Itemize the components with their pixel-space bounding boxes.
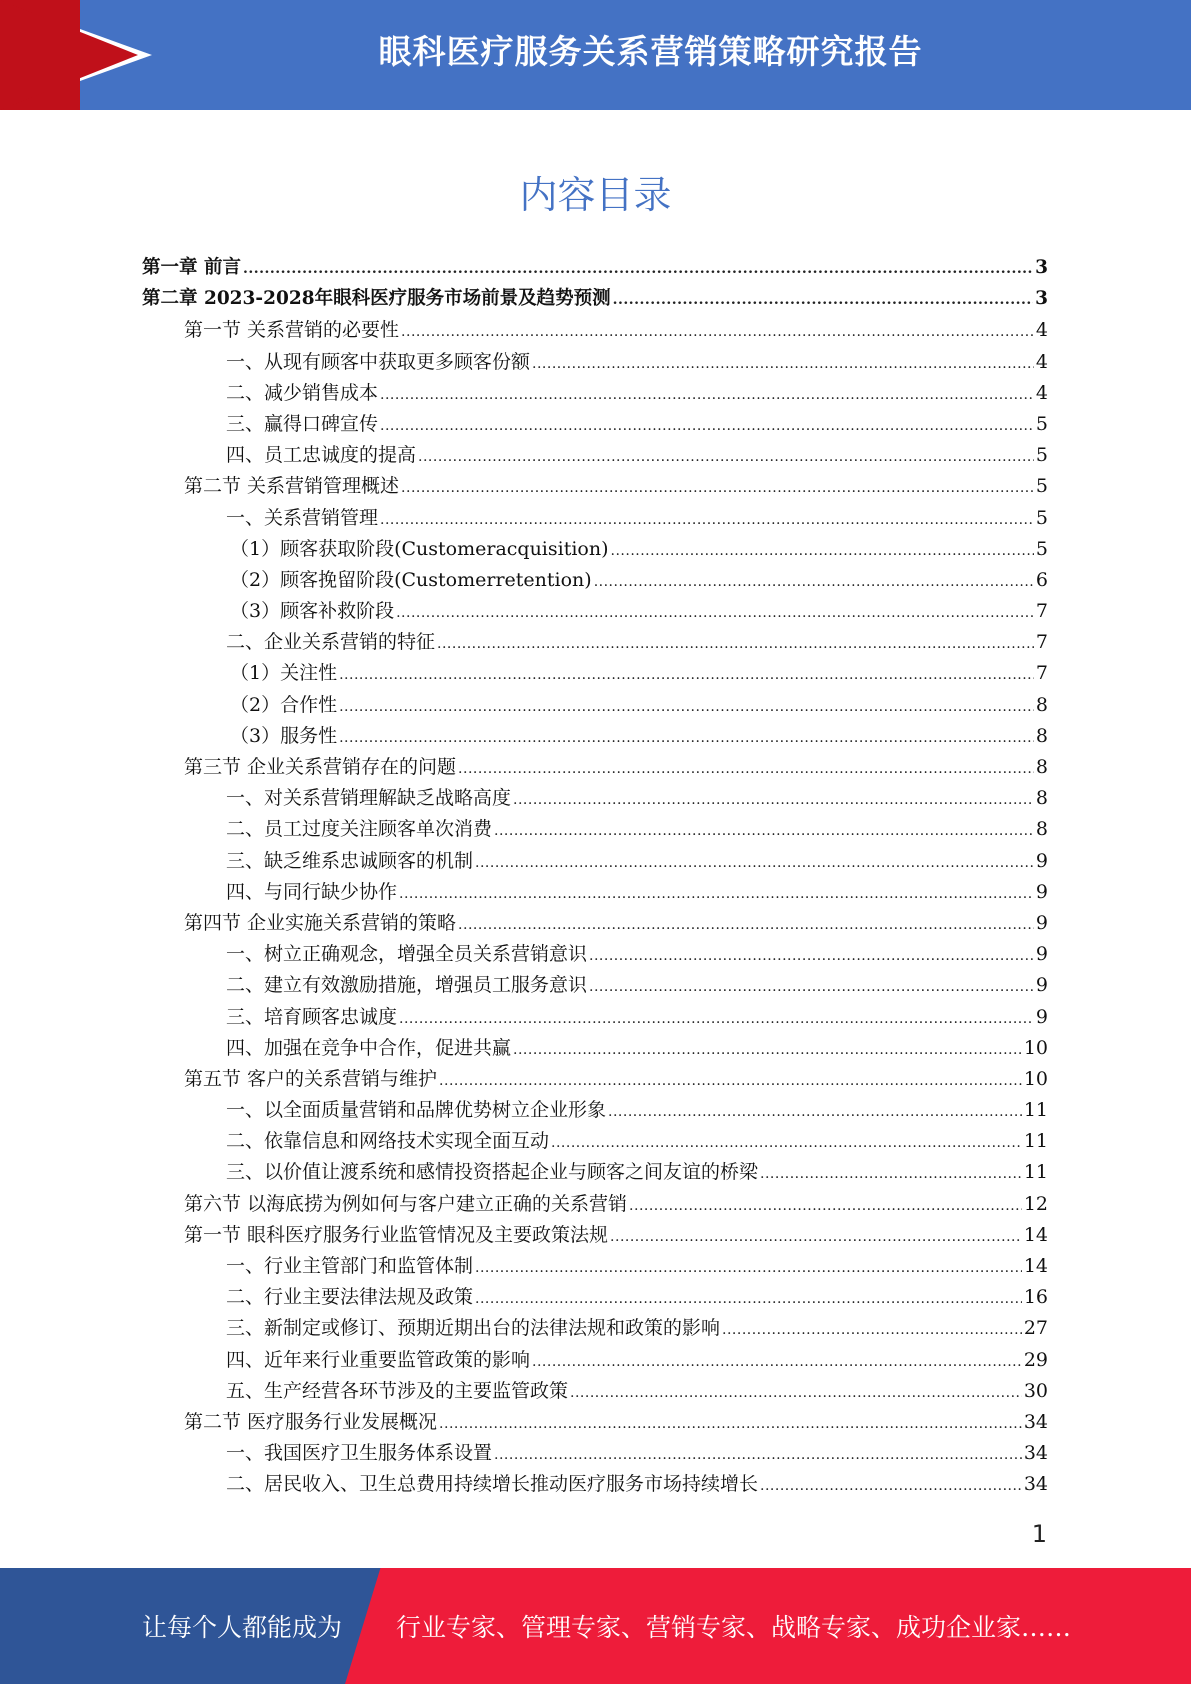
toc-entry-title: 三、缺乏维系忠诚顾客的机制 xyxy=(226,849,474,872)
toc-entry[interactable] xyxy=(142,253,1048,284)
toc-entry-title: 五、生产经营各环节涉及的主要监管政策 xyxy=(226,1379,569,1402)
toc-entry-page: 34 xyxy=(1023,1473,1048,1496)
toc-entry[interactable] xyxy=(142,1189,1048,1220)
toc-entry[interactable] xyxy=(142,596,1048,627)
toc-entry-title: 第一节 眼科医疗服务行业监管情况及主要政策法规 xyxy=(184,1223,609,1246)
toc-dot-leader xyxy=(494,823,1034,839)
toc-entry-title: 一、我国医疗卫生服务体系设置 xyxy=(226,1442,493,1465)
toc-entry[interactable] xyxy=(142,1345,1048,1376)
toc-dot-leader xyxy=(458,917,1034,933)
toc-entry-title: 一、树立正确观念，增强全员关系营销意识 xyxy=(226,943,588,966)
toc-dot-leader xyxy=(399,886,1034,902)
toc-entry-page: 12 xyxy=(1023,1192,1048,1215)
toc-entry-page: 3 xyxy=(1035,288,1048,310)
toc-entry-title: 第六节 以海底捞为例如何与客户建立正确的关系营销 xyxy=(184,1192,628,1215)
report-header xyxy=(0,0,1191,110)
toc-entry-title: （2）顾客挽留阶段(Customerretention) xyxy=(230,568,592,591)
toc-entry[interactable] xyxy=(142,658,1048,689)
toc-entry[interactable] xyxy=(142,1282,1048,1313)
toc-entry[interactable] xyxy=(142,1064,1048,1095)
toc-entry-page: 29 xyxy=(1023,1348,1048,1371)
toc-entry-page: 9 xyxy=(1035,974,1048,997)
toc-dot-leader xyxy=(532,1354,1022,1370)
toc-heading: 内容目录 xyxy=(519,173,672,217)
toc-dot-leader xyxy=(339,730,1034,746)
toc-entry-page: 7 xyxy=(1035,631,1048,654)
toc-entry-title: 三、以价值让渡系统和感情投资搭起企业与顾客之间友谊的桥梁 xyxy=(226,1161,759,1184)
toc-entry-title: 二、减少销售成本 xyxy=(226,381,379,404)
toc-dot-leader xyxy=(629,1198,1022,1214)
toc-entry-title: 第五节 客户的关系营销与维护 xyxy=(184,1067,438,1090)
toc-entry-page: 5 xyxy=(1035,444,1048,467)
toc-entry-page: 7 xyxy=(1035,662,1048,685)
toc-dot-leader xyxy=(589,979,1034,995)
toc-entry[interactable] xyxy=(142,1376,1048,1407)
toc-entry-title: 四、加强在竞争中合作，促进共赢 xyxy=(226,1036,512,1059)
toc-entry[interactable] xyxy=(142,783,1048,814)
toc-entry[interactable] xyxy=(142,440,1048,471)
toc-dot-leader xyxy=(722,1322,1022,1338)
toc-entry-page: 9 xyxy=(1035,880,1048,903)
toc-entry-page: 34 xyxy=(1023,1442,1048,1465)
toc-entry-page: 8 xyxy=(1035,787,1048,810)
toc-dot-leader xyxy=(475,1260,1022,1276)
toc-entry-title: 第一章 前言 xyxy=(142,257,241,278)
toc-entry-title: 一、对关系营销理解缺乏战略高度 xyxy=(226,787,512,810)
toc-dot-leader xyxy=(513,792,1034,808)
toc-entry[interactable] xyxy=(142,471,1048,502)
toc-entry-page: 3 xyxy=(1035,257,1048,278)
toc-dot-leader xyxy=(760,1166,1022,1182)
toc-dot-leader xyxy=(339,699,1034,715)
toc-entry[interactable] xyxy=(142,1157,1048,1188)
toc-entry[interactable] xyxy=(142,534,1048,565)
toc-dot-leader xyxy=(458,761,1034,777)
toc-entry[interactable] xyxy=(142,690,1048,721)
toc-entry-title: 二、依靠信息和网络技术实现全面互动 xyxy=(226,1130,550,1153)
toc-entry-page: 4 xyxy=(1035,350,1048,373)
toc-entry-page: 9 xyxy=(1035,1005,1048,1028)
toc-entry-page: 14 xyxy=(1023,1255,1048,1277)
toc-entry-page: 5 xyxy=(1035,412,1048,435)
toc-entry[interactable] xyxy=(142,908,1048,939)
toc-entry-title: 三、赢得口碑宣传 xyxy=(226,412,379,435)
toc-entry-title: 四、员工忠诚度的提高 xyxy=(226,444,417,467)
toc-entry-page: 30 xyxy=(1023,1379,1048,1402)
toc-entry[interactable] xyxy=(142,1438,1048,1469)
toc-entry-page: 4 xyxy=(1035,319,1048,342)
toc-dot-leader xyxy=(475,855,1034,871)
toc-entry-title: 一、关系营销管理 xyxy=(226,506,379,529)
toc-dot-leader xyxy=(551,1135,1022,1151)
toc-entry[interactable] xyxy=(142,1002,1048,1033)
toc-entry-title: （3）服务性 xyxy=(230,724,338,747)
toc-entry-title: 第二节 医疗服务行业发展概况 xyxy=(184,1410,438,1433)
toc-entry[interactable] xyxy=(142,970,1048,1001)
report-title: 眼科医疗服务关系营销策略研究报告 xyxy=(378,32,923,71)
toc-entry-page: 7 xyxy=(1035,600,1048,623)
toc-dot-leader xyxy=(513,1042,1022,1058)
toc-entry-title: 四、与同行缺少协作 xyxy=(226,880,398,903)
toc-dot-leader xyxy=(401,324,1034,340)
toc-dot-leader xyxy=(439,1416,1022,1432)
toc-dot-leader xyxy=(613,292,1034,308)
toc-entry-title: 第一节 关系营销的必要性 xyxy=(184,319,400,342)
toc-dot-leader xyxy=(594,574,1034,590)
toc-entry-page: 34 xyxy=(1023,1410,1048,1433)
toc-entry-page: 5 xyxy=(1035,506,1048,529)
toc-dot-leader xyxy=(418,449,1034,465)
toc-entry-page: 11 xyxy=(1023,1130,1048,1153)
toc-entry-page: 8 xyxy=(1035,818,1048,841)
table-of-contents xyxy=(142,253,1048,1501)
toc-dot-leader xyxy=(401,480,1034,496)
toc-entry[interactable] xyxy=(142,1469,1048,1500)
toc-entry[interactable] xyxy=(142,627,1048,658)
toc-entry-page: 9 xyxy=(1035,911,1048,934)
toc-dot-leader xyxy=(760,1478,1022,1494)
toc-entry[interactable] xyxy=(142,284,1048,315)
toc-entry-page: 11 xyxy=(1023,1099,1048,1122)
toc-dot-leader xyxy=(570,1385,1022,1401)
toc-dot-leader xyxy=(475,1291,1022,1307)
toc-dot-leader xyxy=(399,1011,1034,1027)
toc-entry[interactable] xyxy=(142,814,1048,845)
report-footer xyxy=(0,1568,1191,1684)
toc-entry-page: 10 xyxy=(1023,1067,1048,1090)
page-number: 1 xyxy=(1031,1520,1047,1548)
footer-slogan-right: 行业专家、管理专家、营销专家、战略专家、成功企业家…… xyxy=(396,1613,1072,1642)
toc-entry-page: 27 xyxy=(1023,1317,1048,1340)
header-chevron-icon xyxy=(0,0,138,110)
toc-entry-title: 二、行业主要法律法规及政策 xyxy=(226,1286,474,1309)
toc-entry[interactable] xyxy=(142,1126,1048,1157)
toc-dot-leader xyxy=(589,948,1034,964)
toc-entry-title: 二、居民收入、卫生总费用持续增长推动医疗服务市场持续增长 xyxy=(226,1473,759,1496)
toc-entry-page: 10 xyxy=(1023,1036,1048,1059)
toc-entry-title: 第三节 企业关系营销存在的问题 xyxy=(184,756,457,778)
toc-dot-leader xyxy=(437,636,1034,652)
toc-entry[interactable] xyxy=(142,315,1048,346)
toc-dot-leader xyxy=(494,1447,1022,1463)
toc-dot-leader xyxy=(608,1104,1022,1120)
toc-dot-leader xyxy=(243,261,1033,277)
toc-entry[interactable] xyxy=(142,347,1048,378)
toc-entry[interactable] xyxy=(142,565,1048,596)
toc-entry[interactable] xyxy=(142,378,1048,409)
toc-entry-title: 二、员工过度关注顾客单次消费 xyxy=(226,818,493,841)
toc-entry[interactable] xyxy=(142,503,1048,534)
toc-entry[interactable] xyxy=(142,1407,1048,1438)
toc-entry-page: 9 xyxy=(1035,943,1048,966)
toc-entry-title: 三、新制定或修订、预期近期出台的法律法规和政策的影响 xyxy=(226,1317,721,1340)
toc-entry-title: 一、从现有顾客中获取更多顾客份额 xyxy=(226,350,531,373)
toc-entry-title: 一、以全面质量营销和品牌优势树立企业形象 xyxy=(226,1099,607,1122)
toc-dot-leader xyxy=(339,667,1034,683)
toc-entry-title: 第二节 关系营销管理概述 xyxy=(184,475,400,498)
footer-slogan-left: 让每个人都能成为 xyxy=(142,1613,343,1642)
toc-entry[interactable] xyxy=(142,752,1048,783)
toc-entry[interactable] xyxy=(142,1033,1048,1064)
toc-dot-leader xyxy=(380,418,1034,434)
toc-entry-page: 5 xyxy=(1035,537,1048,560)
toc-entry-title: 三、培育顾客忠诚度 xyxy=(226,1005,398,1028)
toc-entry-title: 二、建立有效激励措施，增强员工服务意识 xyxy=(226,974,588,997)
toc-entry-page: 8 xyxy=(1035,756,1048,778)
toc-entry[interactable] xyxy=(142,877,1048,908)
toc-entry-page: 11 xyxy=(1023,1161,1048,1184)
toc-entry-page: 8 xyxy=(1035,693,1048,716)
toc-entry-title: 第四节 企业实施关系营销的策略 xyxy=(184,911,457,934)
toc-entry[interactable] xyxy=(142,1095,1048,1126)
toc-entry-title: （2）合作性 xyxy=(230,693,338,716)
toc-entry-title: 一、行业主管部门和监管体制 xyxy=(226,1255,474,1277)
toc-entry[interactable] xyxy=(142,846,1048,877)
toc-dot-leader xyxy=(611,543,1034,559)
toc-entry-page: 8 xyxy=(1035,724,1048,747)
toc-entry-page: 5 xyxy=(1035,475,1048,498)
toc-entry-page: 6 xyxy=(1035,568,1048,591)
toc-entry-page: 16 xyxy=(1023,1286,1048,1309)
toc-entry-page: 14 xyxy=(1023,1223,1048,1246)
toc-entry-title: （1）顾客获取阶段(Customeracquisition) xyxy=(230,537,609,560)
toc-dot-leader xyxy=(396,605,1034,621)
toc-entry-title: 四、近年来行业重要监管政策的影响 xyxy=(226,1348,531,1371)
toc-entry[interactable] xyxy=(142,939,1048,970)
toc-entry-title: （1）关注性 xyxy=(230,662,338,685)
toc-entry-title: 二、企业关系营销的特征 xyxy=(226,631,436,654)
toc-entry[interactable] xyxy=(142,1313,1048,1344)
toc-entry-page: 4 xyxy=(1035,381,1048,404)
toc-entry-page: 9 xyxy=(1035,849,1048,872)
toc-entry[interactable] xyxy=(142,721,1048,752)
toc-entry[interactable] xyxy=(142,1251,1048,1282)
toc-dot-leader xyxy=(380,387,1034,403)
toc-entry[interactable] xyxy=(142,1220,1048,1251)
toc-entry-title: （3）顾客补救阶段 xyxy=(230,600,395,623)
toc-dot-leader xyxy=(532,356,1034,372)
toc-dot-leader xyxy=(439,1073,1022,1089)
toc-dot-leader xyxy=(610,1229,1022,1245)
toc-entry[interactable] xyxy=(142,409,1048,440)
toc-entry-title: 第二章 2023-2028年眼科医疗服务市场前景及趋势预测 xyxy=(142,288,611,310)
toc-dot-leader xyxy=(380,512,1034,528)
